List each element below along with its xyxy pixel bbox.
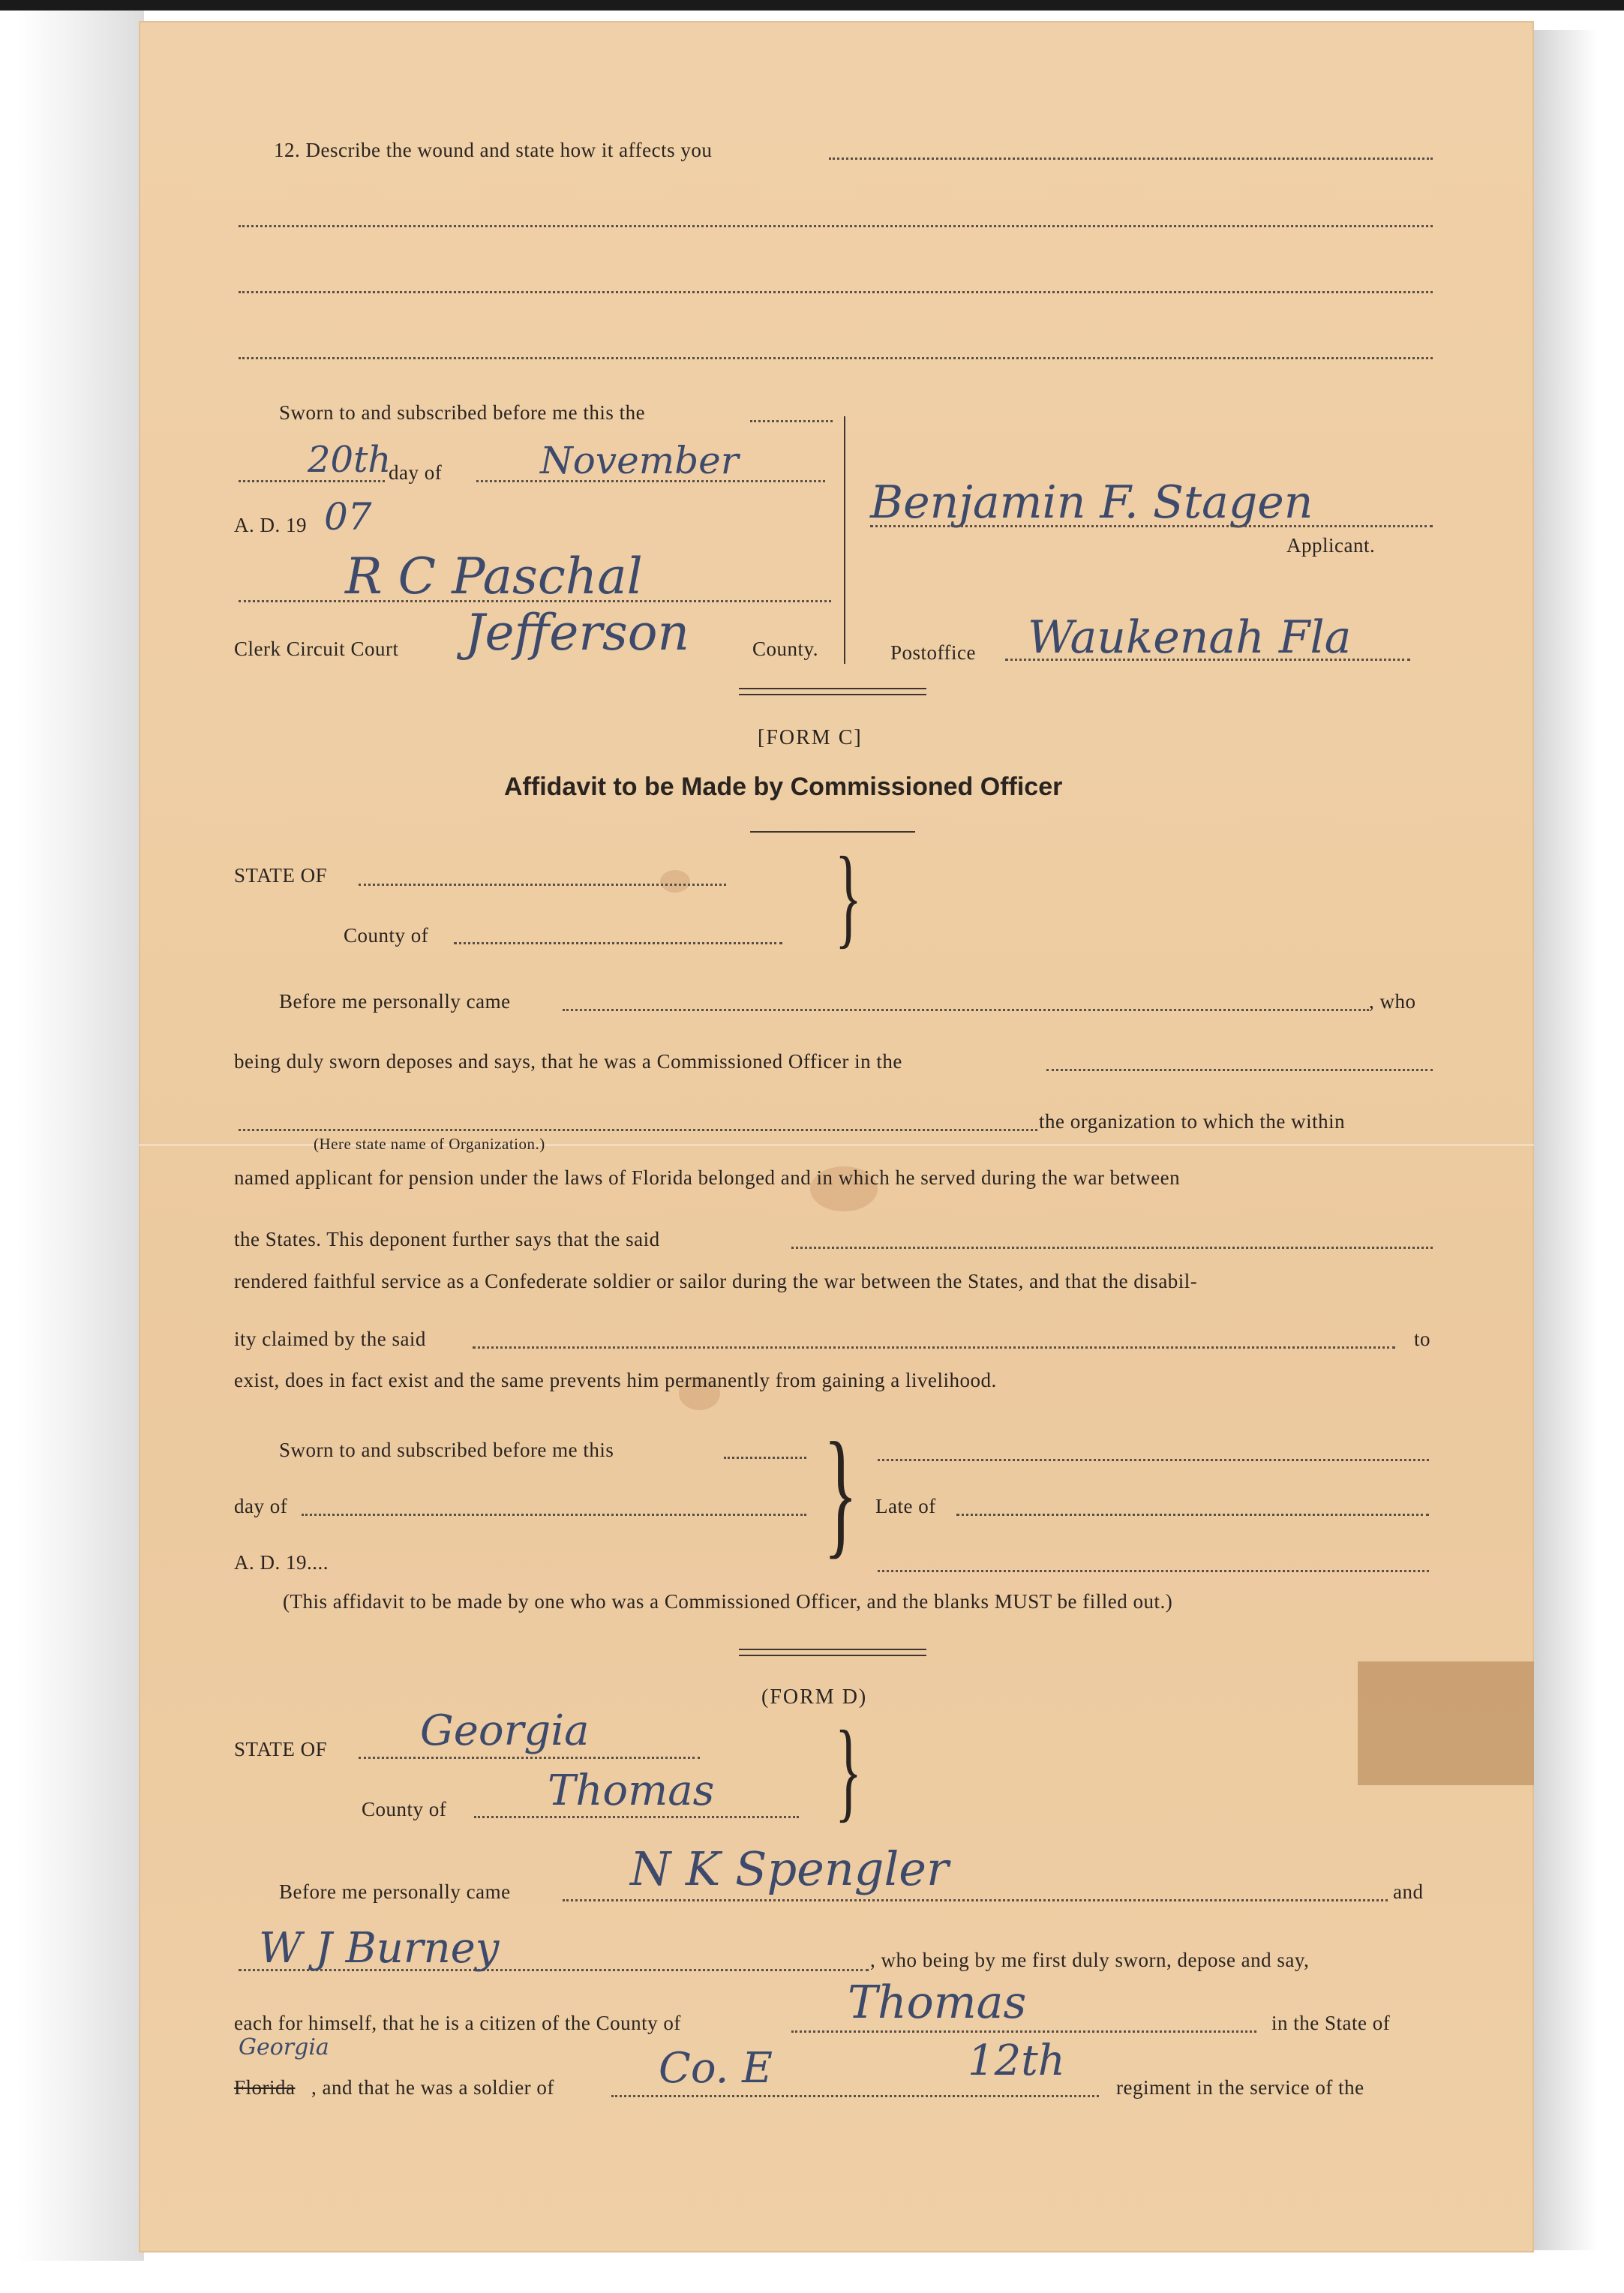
form-c-line-2: being duly sworn deposes and says, that he was a Commissioned Officer in the (234, 1050, 902, 1073)
form-d-line-3: each for himself, that he is a citizen of the County of (234, 2012, 681, 2034)
protective-sleeve-left (17, 11, 144, 2261)
form-d-line-1-end: and (1393, 1880, 1424, 1903)
signature-line (878, 1459, 1429, 1461)
signature-line (870, 525, 1433, 527)
answer-line (239, 225, 1433, 227)
fill-line (1046, 1069, 1433, 1071)
form-d-line-1: Before me personally came (279, 1880, 511, 1903)
form-c-sworn: Sworn to and subscribed before me this (279, 1439, 614, 1461)
postoffice-label: Postoffice (890, 641, 976, 664)
fill-line (473, 1346, 1395, 1349)
form-c-line-7-end: to (1414, 1328, 1431, 1350)
form-d-line-2-end: , who being by me first duly sworn, depose and say, (870, 1949, 1310, 1971)
fill-line (239, 1129, 1037, 1131)
form-d-line-4: , and that he was a soldier of (311, 2076, 554, 2099)
form-d-line-3-end: in the State of (1271, 2012, 1391, 2034)
title-rule (750, 831, 915, 833)
brace: } (835, 1708, 862, 1832)
form-c-line-6: rendered faithful service as a Confederate soldier or sailor during the war between the States, and that the disabil- (234, 1270, 1198, 1292)
form-d-line-4-end: regiment in the service of the (1116, 2076, 1364, 2099)
fill-line (563, 1009, 1369, 1011)
double-rule (739, 1649, 926, 1656)
form-d-county-of: County of (362, 1798, 447, 1820)
form-c-note: (This affidavit to be made by one who was a Commissioned Officer, and the blanks MUST be filled out.) (283, 1590, 1173, 1613)
organization-note: (Here state name of Organization.) (314, 1135, 545, 1153)
form-d-label: (FORM D) (761, 1685, 868, 1709)
day-of-label: day of (389, 461, 443, 484)
fill-line (791, 1247, 1433, 1249)
handwritten-state-correction: Georgia (239, 2034, 329, 2060)
handwritten-state: Georgia (420, 1706, 590, 1755)
fill-line (359, 1757, 700, 1759)
fill-line (724, 1457, 806, 1459)
form-c-line-8: exist, does in fact exist and the same prevents him permanently from gaining a livelihood. (234, 1369, 997, 1391)
handwritten-county: Thomas (548, 1766, 715, 1815)
form-c-line-7: ity claimed by the said (234, 1328, 426, 1350)
handwritten-postoffice: Waukenah Fla (1028, 611, 1352, 664)
fill-line (563, 1899, 1388, 1901)
form-c-ad: A. D. 19.... (234, 1551, 329, 1574)
protective-sleeve-right (1530, 30, 1598, 2250)
fill-line (750, 420, 833, 422)
signature-line (239, 600, 831, 602)
handwritten-county-2: Thomas (848, 1976, 1027, 2029)
double-rule (739, 688, 926, 695)
handwritten-person-2: W J Burney (259, 1924, 500, 1973)
form-d-state-of: STATE OF (234, 1738, 328, 1760)
fill-line (454, 942, 782, 944)
handwritten-person-1: N K Spengler (630, 1841, 949, 1896)
county-label: County. (752, 638, 819, 660)
answer-line (239, 291, 1433, 293)
brace: } (823, 1414, 858, 1571)
handwritten-year: 07 (324, 495, 372, 539)
applicant-signature: Benjamin F. Stagen (870, 476, 1313, 529)
clerk-label: Clerk Circuit Court (234, 638, 399, 660)
fill-line (791, 2030, 1256, 2033)
state-of-label: STATE OF (234, 864, 328, 887)
handwritten-regiment: 12th (968, 2036, 1065, 2085)
handwritten-day: 20th (308, 439, 392, 481)
fill-line (359, 884, 726, 886)
form-c-line-3-end: the organization to which the within (1039, 1110, 1346, 1133)
applicant-label: Applicant. (1286, 534, 1376, 557)
scan-top-bar (0, 0, 1624, 11)
ad-label: A. D. 19 (234, 514, 307, 536)
stain-mark (660, 870, 690, 893)
fill-line (611, 2095, 1099, 2097)
form-c-day-of: day of (234, 1495, 288, 1517)
county-of-label: County of (344, 924, 429, 947)
form-c-line-4: named applicant for pension under the laws of Florida belonged and in which he served during the war between (234, 1166, 1181, 1189)
section-divider (844, 416, 845, 664)
handwritten-county: Jefferson (465, 604, 689, 662)
brace: } (835, 834, 862, 959)
sworn-line: Sworn to and subscribed before me this the (279, 401, 646, 424)
answer-line (829, 158, 1433, 160)
answer-line (239, 357, 1433, 359)
form-c-line-1-end: , who (1369, 990, 1416, 1013)
tape-patch (1358, 1661, 1534, 1785)
handwritten-company: Co. E (659, 2044, 773, 2093)
form-c-title: Affidavit to be Made by Commissioned Officer (504, 773, 1063, 801)
fill-line (878, 1570, 1429, 1572)
fill-line (302, 1514, 806, 1516)
clerk-signature: R C Paschal (345, 548, 643, 605)
late-of-label: Late of (875, 1495, 936, 1517)
fill-line (956, 1514, 1429, 1516)
fill-line (474, 1816, 799, 1818)
struck-state: Florida (234, 2076, 296, 2099)
form-c-line-5: the States. This deponent further says that the said (234, 1228, 660, 1250)
question-12: 12. Describe the wound and state how it affects you (274, 139, 713, 161)
form-c-line-1: Before me personally came (279, 990, 511, 1013)
handwritten-month: November (540, 439, 739, 482)
form-c-label: [FORM C] (758, 726, 863, 749)
